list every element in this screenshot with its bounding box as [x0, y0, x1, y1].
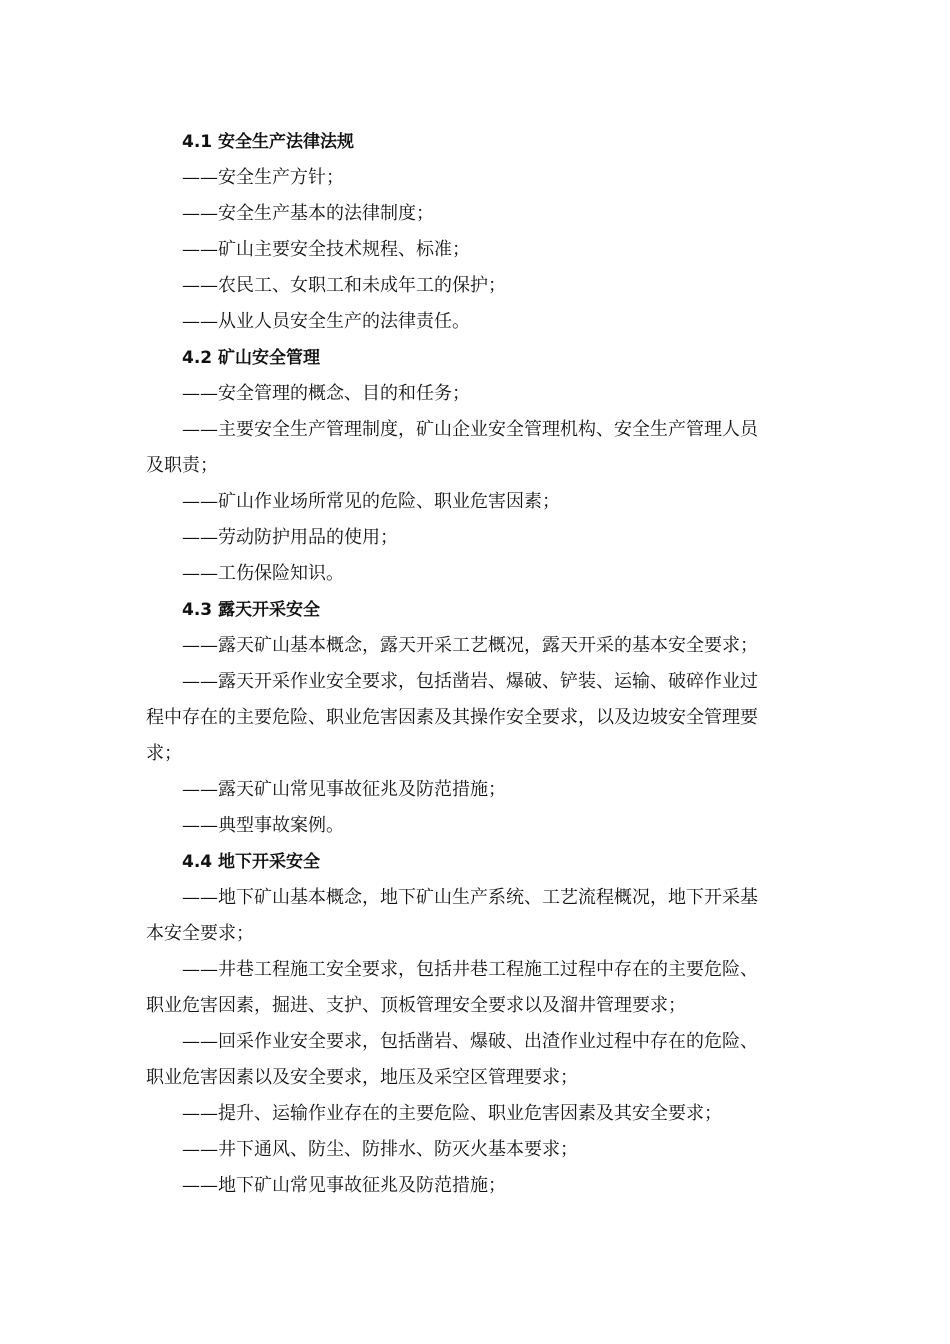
- list-item: ——安全生产基本的法律制度；: [182, 203, 434, 224]
- list-item: ——矿山主要安全技术规程、标准；: [182, 239, 470, 260]
- section-heading: 4.2 矿山安全管理: [182, 348, 321, 368]
- list-item: [146, 412, 810, 484]
- list-item: ——典型事故案例。: [182, 815, 344, 836]
- list-item: ——提升、运输作业存在的主要危险、职业危害因素及其安全要求；: [182, 1103, 722, 1124]
- list-item-line: 求；: [146, 743, 182, 764]
- list-item-line: 本安全要求；: [146, 923, 254, 944]
- list-item: ——安全管理的概念、目的和任务；: [182, 383, 470, 404]
- list-item-line: ——主要安全生产管理制度，矿山企业安全管理机构、安全生产管理人员: [182, 419, 758, 440]
- list-item: ——矿山作业场所常见的危险、职业危害因素；: [182, 491, 560, 512]
- list-item: ——露天矿山基本概念，露天开采工艺概况，露天开采的基本安全要求；: [182, 635, 758, 656]
- list-item-line: 及职责；: [146, 455, 218, 476]
- list-item: ——地下矿山常见事故征兆及防范措施；: [182, 1175, 506, 1196]
- list-item: [146, 664, 810, 772]
- document-body: [146, 124, 810, 1204]
- list-item-line: ——地下矿山基本概念，地下矿山生产系统、工艺流程概况，地下开采基: [182, 887, 758, 908]
- list-item-line: ——回采作业安全要求，包括凿岩、爆破、出渣作业过程中存在的危险、: [182, 1031, 758, 1052]
- list-item: ——露天矿山常见事故征兆及防范措施；: [182, 779, 506, 800]
- list-item-line: 职业危害因素以及安全要求，地压及采空区管理要求；: [146, 1067, 578, 1088]
- list-item-line: ——井巷工程施工安全要求，包括井巷工程施工过程中存在的主要危险、: [182, 959, 758, 980]
- section-heading: 4.3 露天开采安全: [182, 600, 321, 620]
- list-item-line: ——露天开采作业安全要求，包括凿岩、爆破、铲装、运输、破碎作业过: [182, 671, 758, 692]
- list-item: [146, 880, 810, 952]
- list-item: ——劳动防护用品的使用；: [182, 527, 398, 548]
- list-item: [146, 952, 810, 1024]
- list-item: ——井下通风、防尘、防排水、防灭火基本要求；: [182, 1139, 578, 1160]
- section-heading: 4.4 地下开采安全: [182, 852, 321, 872]
- section-heading: 4.1 安全生产法律法规: [182, 132, 355, 152]
- list-item-line: 程中存在的主要危险、职业危害因素及其操作安全要求，以及边坡安全管理要: [146, 707, 758, 728]
- list-item: ——工伤保险知识。: [182, 563, 344, 584]
- list-item: [146, 1024, 810, 1096]
- list-item: ——安全生产方针；: [182, 167, 344, 188]
- list-item: ——农民工、女职工和未成年工的保护；: [182, 275, 506, 296]
- list-item: ——从业人员安全生产的法律责任。: [182, 311, 470, 332]
- list-item-line: 职业危害因素，掘进、支护、顶板管理安全要求以及溜井管理要求；: [146, 995, 686, 1016]
